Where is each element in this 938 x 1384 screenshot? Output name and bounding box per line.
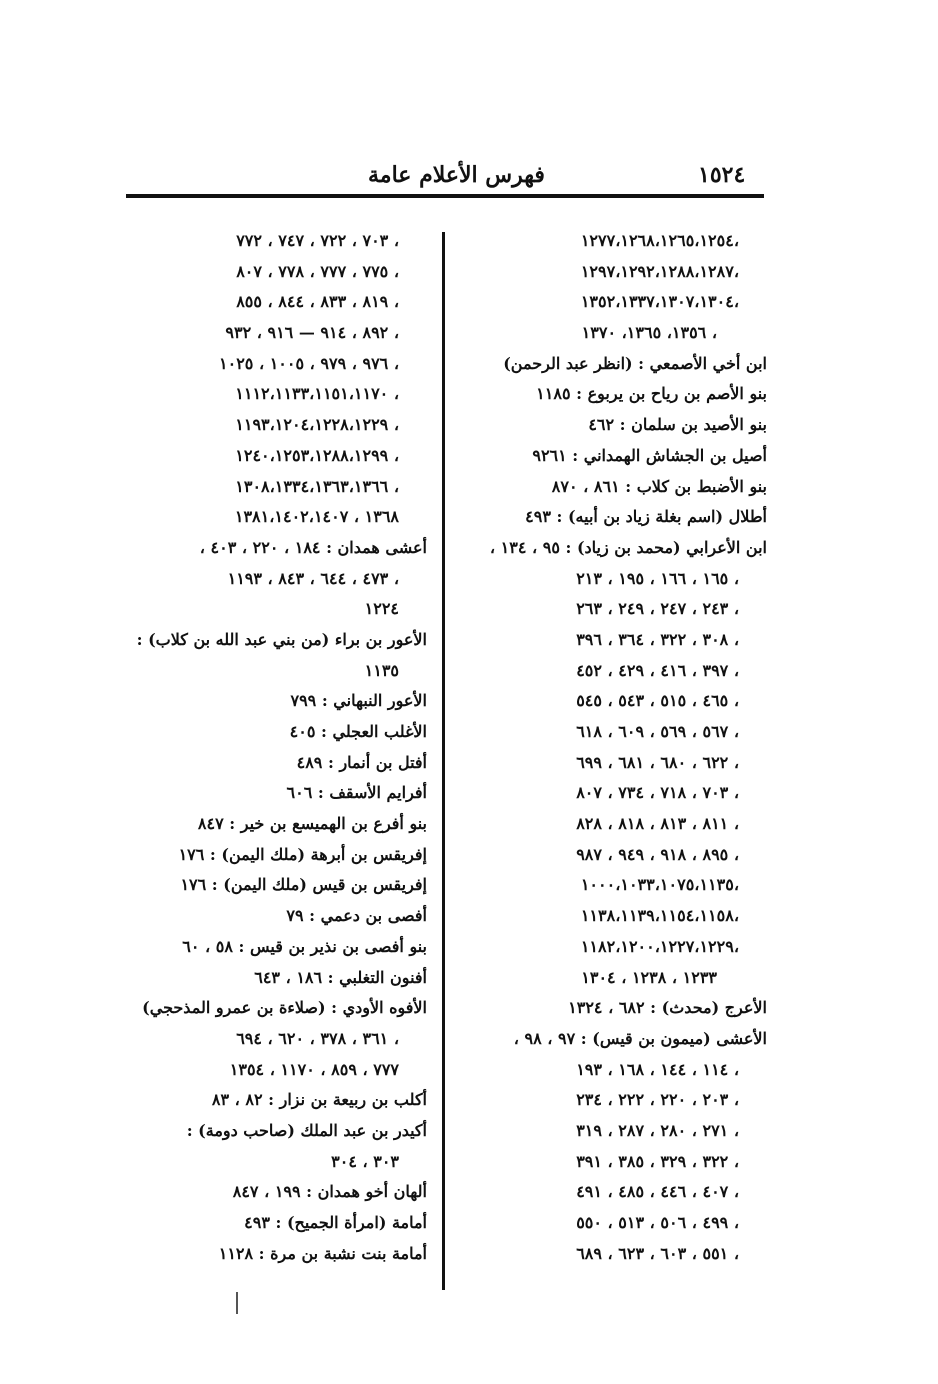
index-line: ٥٥١ ، ٦٠٣ ، ٦٢٣ ، ٦٨٩ ، xyxy=(576,1243,739,1263)
index-line: ١١١٢،١١٣٣،١١٥١،١١٧٠ ، xyxy=(235,384,399,404)
index-entry: ابن الأعرابي (محمد بن زياد) : ٩٥ ، ١٣٤ ، xyxy=(489,537,767,557)
index-entry: بنو الأضبط بن كلاب : ٨٦١ ، ٨٧٠ xyxy=(551,476,767,496)
index-line: ٣٢٢ ، ٣٢٩ ، ٣٨٥ ، ٣٩١ ، xyxy=(576,1151,739,1171)
page-header xyxy=(128,158,763,194)
page-number: ١٥٢٤ xyxy=(698,162,746,188)
index-entry: بنو أفصى بن نذير بن قيس : ٥٨ ، ٦٠ xyxy=(182,936,427,956)
index-entry: الأعرج (محدث) : ٦٨٢ ، ١٣٢٤ xyxy=(568,998,767,1018)
index-line: ٤٧٣ ، ٦٤٤ ، ٨٤٣ ، ١١٩٣ ، xyxy=(227,568,399,588)
index-line: ١١٣٥ xyxy=(364,660,399,680)
index-line: ٦٢٢ ، ٦٨٠ ، ٦٨١ ، ٦٩٩ ، xyxy=(576,752,739,772)
index-entry: الأغلب العجلي : ٤٠٥ xyxy=(289,722,427,741)
index-line: ٣٠٣ ، ٣٠٤ xyxy=(331,1151,399,1171)
index-line: ٣٩٧ ، ٤١٦ ، ٤٢٩ ، ٤٥٢ ، xyxy=(576,660,739,680)
index-entry: أكلب بن ربيعة بن نزار : ٨٢ ، ٨٣ xyxy=(211,1090,427,1110)
index-entry: أفرايم الأسقف : ٦٠٦ xyxy=(286,783,427,803)
index-line: ١٢٤٠،١٢٥٣،١٢٨٨،١٢٩٩ ، xyxy=(235,445,399,465)
index-line: ٥٦٧ ، ٥٦٩ ، ٦٠٩ ، ٦١٨ ، xyxy=(576,722,739,741)
index-entry: الأعشى (ميمون بن قيس) : ٩٧ ، ٩٨ ، xyxy=(513,1028,767,1048)
index-entry: أطلال (اسم بغلة زياد بن أبيه) : ٤٩٣ xyxy=(525,507,767,527)
index-line: ١٣٥٢،١٣٣٧،١٣٠٧،١٣٠٤، xyxy=(580,292,739,312)
index-line: ٧٧٥ ، ٧٧٧ ، ٧٧٨ ، ٨٠٧ ، xyxy=(236,261,399,281)
index-entry: بنو أفرع بن الهميسع بن خير : ٨٤٧ xyxy=(197,814,427,834)
index-line: ١٢٢٤ xyxy=(364,599,399,619)
column-divider xyxy=(442,232,445,1290)
index-line: ٤٠٧ ، ٤٤٦ ، ٤٨٥ ، ٤٩١ ، xyxy=(576,1182,739,1202)
index-entry: أكيدر بن عبد الملك (صاحب دومة) : xyxy=(186,1120,427,1140)
index-line: ٢٧١ ، ٢٨٠ ، ٢٨٧ ، ٣١٩ ، xyxy=(576,1120,739,1140)
index-line: ٧٧٧ ، ٨٥٩ ، ١١٧٠ ، ١٣٥٤ xyxy=(229,1059,399,1079)
index-line: ٤٦٥ ، ٥١٥ ، ٥٤٣ ، ٥٤٥ ، xyxy=(576,691,739,711)
index-line: ٨١٩ ، ٨٣٣ ، ٨٤٤ ، ٨٥٥ ، xyxy=(236,292,399,312)
index-line: ٨١١ ، ٨١٣ ، ٨١٨ ، ٨٢٨ ، xyxy=(576,814,739,834)
index-line: ١١٣٨،١١٣٩،١١٥٤،١١٥٨، xyxy=(580,906,739,926)
index-line: ٨٩٢ ، ٩١٤ — ٩١٦ ، ٩٣٢ ، xyxy=(225,323,399,343)
index-entry: أفتل بن أنمار : ٤٨٩ xyxy=(296,752,427,772)
index-line: ٢٠٣ ، ٢٢٠ ، ٢٢٢ ، ٢٣٤ ، xyxy=(576,1090,739,1110)
index-entry: أمامة بنت نشبة بن مرة : ١١٢٨ xyxy=(218,1243,427,1263)
index-entry: الأعور النبهاني : ٧٩٩ xyxy=(290,691,427,711)
index-line: ١١٩٣،١٢٠٤،١٢٢٨،١٢٢٩ ، xyxy=(235,415,399,435)
index-entry: بنو الأصيد بن سلمان : ٤٦٢ xyxy=(588,415,767,435)
right-column xyxy=(462,226,767,1269)
footer-mark xyxy=(236,1292,238,1314)
header-rule xyxy=(126,194,764,198)
left-column xyxy=(122,226,427,1269)
index-line: ١٢٩٧،١٢٩٢،١٢٨٨،١٢٨٧، xyxy=(580,261,739,281)
index-entry: أمامة (امرأة الجميح) : ٤٩٣ xyxy=(244,1213,427,1232)
index-entry: أفنون التغلبي : ١٨٦ ، ٦٤٣ xyxy=(254,967,427,987)
index-line: ٩٧٦ ، ٩٧٩ ، ١٠٠٥ ، ١٠٢٥ ، xyxy=(219,353,399,373)
index-entry: ألهان أخو همدان : ١٩٩ ، ٨٤٧ xyxy=(232,1182,427,1202)
index-line: ١٢٧٧،١٢٦٨،١٢٦٥،١٢٥٤، xyxy=(580,231,739,250)
index-entry: الأفوه الأودي : (صلاءة بن عمرو المذحجي) xyxy=(142,998,427,1018)
page-title: فهرس الأعلام عامة xyxy=(368,162,545,188)
index-entry: الأعور بن براء (من بني عبد الله بن كلاب) : xyxy=(136,629,427,649)
index-entry: أفصى بن دعمي : ٧٩ xyxy=(286,906,427,926)
index-line: ٢٤٣ ، ٢٤٧ ، ٢٤٩ ، ٢٦٣ ، xyxy=(576,599,739,619)
index-line: ٧٠٣ ، ٧١٨ ، ٧٣٤ ، ٨٠٧ ، xyxy=(576,783,739,803)
index-line: ٧٠٣ ، ٧٢٢ ، ٧٤٧ ، ٧٧٢ ، xyxy=(236,231,399,250)
index-entry: بنو الأصم بن رياح بن يربوع : ١١٨٥ xyxy=(536,384,767,404)
index-line: ١٣٦٨ ، ١٣٨١،١٤٠٢،١٤٠٧ xyxy=(234,507,399,527)
index-entry: ابن أخي الأصمعي : (انظر عبد الرحمن) xyxy=(503,353,767,373)
index-entry: إفريقس بن أبرهة (ملك اليمن) : ١٧٦ xyxy=(178,844,427,864)
index-line: ١٣٥٦، ١٣٦٥، ١٣٧٠ ، xyxy=(581,323,717,343)
index-line: ١١٤ ، ١٤٤ ، ١٦٨ ، ١٩٣ ، xyxy=(576,1059,739,1079)
index-line: ٨٩٥ ، ٩١٨ ، ٩٤٩ ، ٩٨٧ ، xyxy=(576,844,739,864)
index-line: ١٦٥ ، ١٦٦ ، ١٩٥ ، ٢١٣ ، xyxy=(576,568,739,588)
index-line: ١٢٣٣ ، ١٢٣٨ ، ١٣٠٤ xyxy=(581,967,717,987)
index-line: ١٠٠٠،١٠٣٣،١٠٧٥،١١٣٥، xyxy=(580,875,739,895)
index-entry: إفريقس بن قيس (ملك اليمن) : ١٧٦ xyxy=(180,875,427,895)
index-line: ٣٠٨ ، ٣٢٢ ، ٣٦٤ ، ٣٩٦ ، xyxy=(576,629,739,649)
index-entry: أصيل بن الجشاش الهمداني : ٩٢٦١ xyxy=(532,445,767,465)
index-line: ٤٩٩ ، ٥٠٦ ، ٥١٣ ، ٥٥٠ ، xyxy=(576,1213,739,1232)
index-entry: أعشى همدان : ١٨٤ ، ٢٢٠ ، ٤٠٣ ، xyxy=(199,537,427,557)
index-line: ١٣٠٨،١٣٣٤،١٣٦٣،١٣٦٦ ، xyxy=(235,476,399,496)
index-line: ٣٦١ ، ٣٧٨ ، ٦٢٠ ، ٦٩٤ ، xyxy=(236,1028,399,1048)
index-line: ١١٨٢،١٢٠٠،١٢٢٧،١٢٢٩، xyxy=(580,936,739,956)
